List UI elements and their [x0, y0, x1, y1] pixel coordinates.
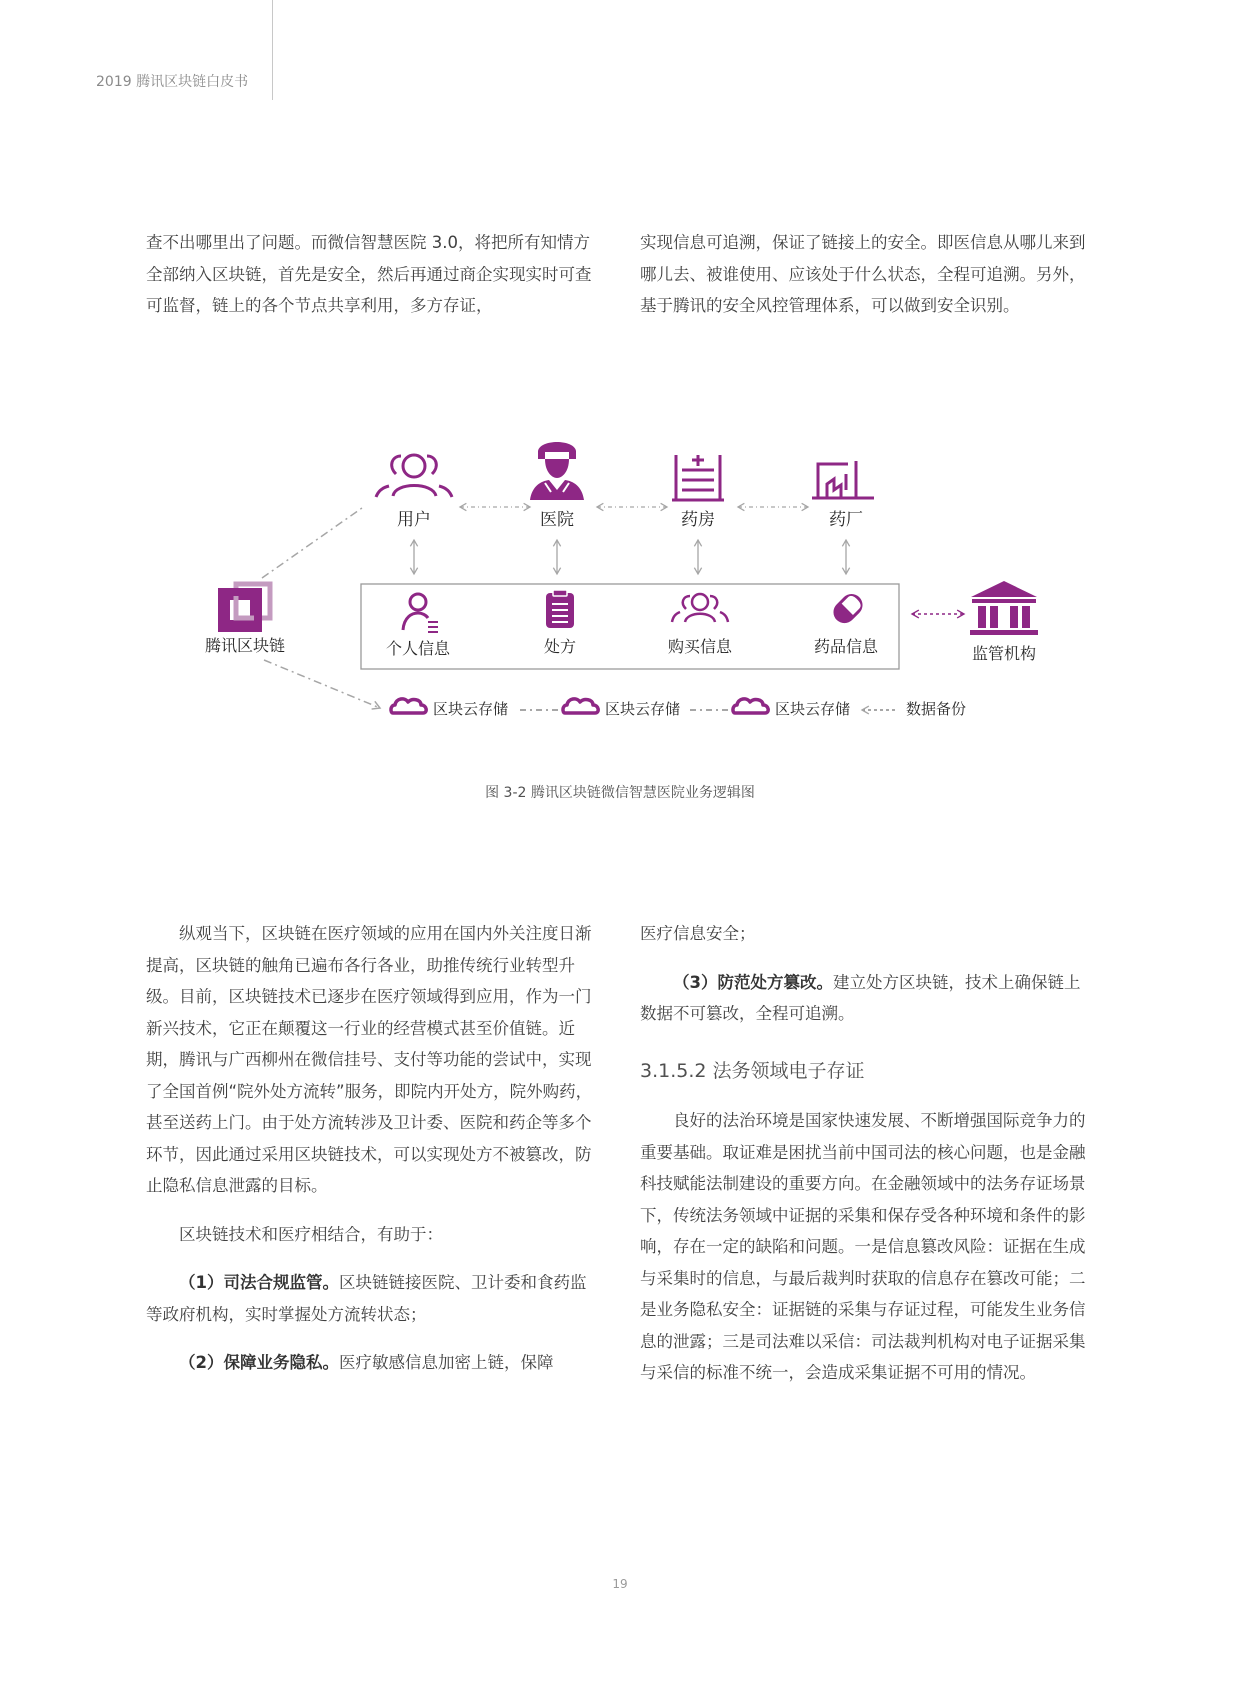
connector-blockchain-user	[262, 508, 362, 578]
box-label-purchase-info: 购买信息	[667, 637, 733, 656]
cloud-storage-label-3: 区块云存储	[775, 700, 851, 718]
data-backup-label: 数据备份	[906, 700, 967, 718]
page-number: 19	[612, 1577, 628, 1591]
node-label-regulator: 监管机构	[971, 644, 1037, 663]
paragraph-legal-evidence: 良好的法治环境是国家快速发展、不断增强国际竞争力的重要基础。取证难是困扰当前中国司法的核心问题，也是金融科技赋能法制建设的重要方向。在金融领域中的法务存证场景下，传统法务领域中证据的采集和保存受各种环境和条件的影响，存在一定的缺陷和问题。一是信息篡改风险：证据在生成与采集时的信息，与最后裁判时获取的信息存在篡改可能；二是业务隐私安全：证据链的采集与存证过程，可能发生业务信息的泄露；三是司法难以采信：司法裁判机构对电子证据采集与采信的标准不统一，会造成采集证据不可用的情况。	[640, 1111, 1086, 1382]
box-label-drug-info: 药品信息	[813, 637, 879, 656]
paragraph-medical-overview: 纵观当下，区块链在医疗领域的应用在国内外关注度日渐提高，区块链的触角已遍布各行各业，助推传统行业转型升级。目前，区块链技术已逐步在医疗领域得到应用，作为一门新兴技术，它正在颠覆这一行业的经营模式甚至价值链。近期，腾讯与广西柳州在微信挂号、支付等功能的尝试中，实现了全国首例“院外处方流转”服务，即院内开处方，院外购药，甚至送药上门。由于处方流转涉及卫计委、医院和药企等多个环节，因此通过采用区块链技术，可以实现处方不被篡改，防止隐私信息泄露的目标。	[146, 924, 593, 1195]
node-label-pharmacy: 药房	[681, 510, 715, 530]
box-label-personal-info: 个人信息	[385, 639, 451, 658]
node-label-hospital: 医院	[540, 510, 574, 530]
pharmacy-icon	[672, 455, 724, 500]
cloud-storage-label-1: 区块云存储	[433, 700, 509, 718]
top-right-column	[640, 227, 1092, 322]
top-right-paragraph: 实现信息可追溯，保证了链接上的安全。即医信息从哪儿来到哪儿去、被谁使用、应该处于什么状态，全程可追溯。另外，基于腾讯的安全风控管理体系，可以做到安全识别。	[640, 233, 1086, 315]
cloud-icon	[733, 699, 768, 713]
header-divider	[272, 0, 273, 100]
cloud-icon	[391, 699, 426, 713]
point-3-lead: （3）防范处方篡改。	[673, 972, 833, 992]
top-left-column	[146, 227, 598, 322]
bottom-right-column	[640, 918, 1092, 1389]
point-1-text: 区块链链接医院、卫计委和食药监等政府机构，实时掌握处方流转状态；	[146, 1273, 587, 1324]
node-label-tencent-blockchain: 腾讯区块链	[204, 636, 286, 655]
paragraph-benefits-intro: 区块链技术和医疗相结合，有助于：	[179, 1224, 443, 1244]
point-2-text: 医疗敏感信息加密上链，保障	[338, 1353, 554, 1372]
node-label-user: 用户	[397, 510, 431, 530]
doctor-icon	[530, 442, 584, 500]
cloud-storage-label-2: 区块云存储	[605, 700, 681, 718]
institution-icon	[970, 581, 1038, 635]
running-header: 2019 腾讯区块链白皮书	[96, 74, 249, 90]
point-1-lead: （1）司法合规监管。	[179, 1273, 339, 1292]
bottom-left-column	[146, 918, 598, 1379]
cloud-icon	[563, 699, 598, 713]
users-icon	[376, 455, 452, 497]
paragraph-medical-security: 医疗信息安全；	[640, 924, 756, 943]
figure-caption: 图 3-2 腾讯区块链微信智慧医院业务逻辑图	[485, 785, 755, 801]
paragraph-point-2	[146, 1347, 598, 1379]
top-left-paragraph: 查不出哪里出了问题。而微信智慧医院 3.0，将把所有知情方全部纳入区块链，首先是安全，然后再通过商企实现实时可查可监督，链上的各个节点共享利用，多方存证，	[146, 233, 592, 315]
blockchain-squares-icon	[222, 584, 270, 628]
factory-icon	[812, 461, 874, 498]
point-3-text: 建立处方区块链，技术上确保链上数据不可篡改，全程可追溯。	[640, 972, 1081, 1023]
node-label-factory: 药厂	[829, 510, 863, 530]
point-2-lead: （2）保障业务隐私。	[179, 1353, 339, 1372]
prescription-icon	[546, 590, 574, 628]
box-label-prescription: 处方	[543, 637, 577, 656]
paragraph-point-1	[146, 1267, 598, 1330]
business-logic-diagram	[0, 430, 1240, 750]
paragraph-point-3	[640, 967, 1092, 1030]
section-heading: 3.1.5.2 法务领域电子存证	[640, 1059, 865, 1082]
